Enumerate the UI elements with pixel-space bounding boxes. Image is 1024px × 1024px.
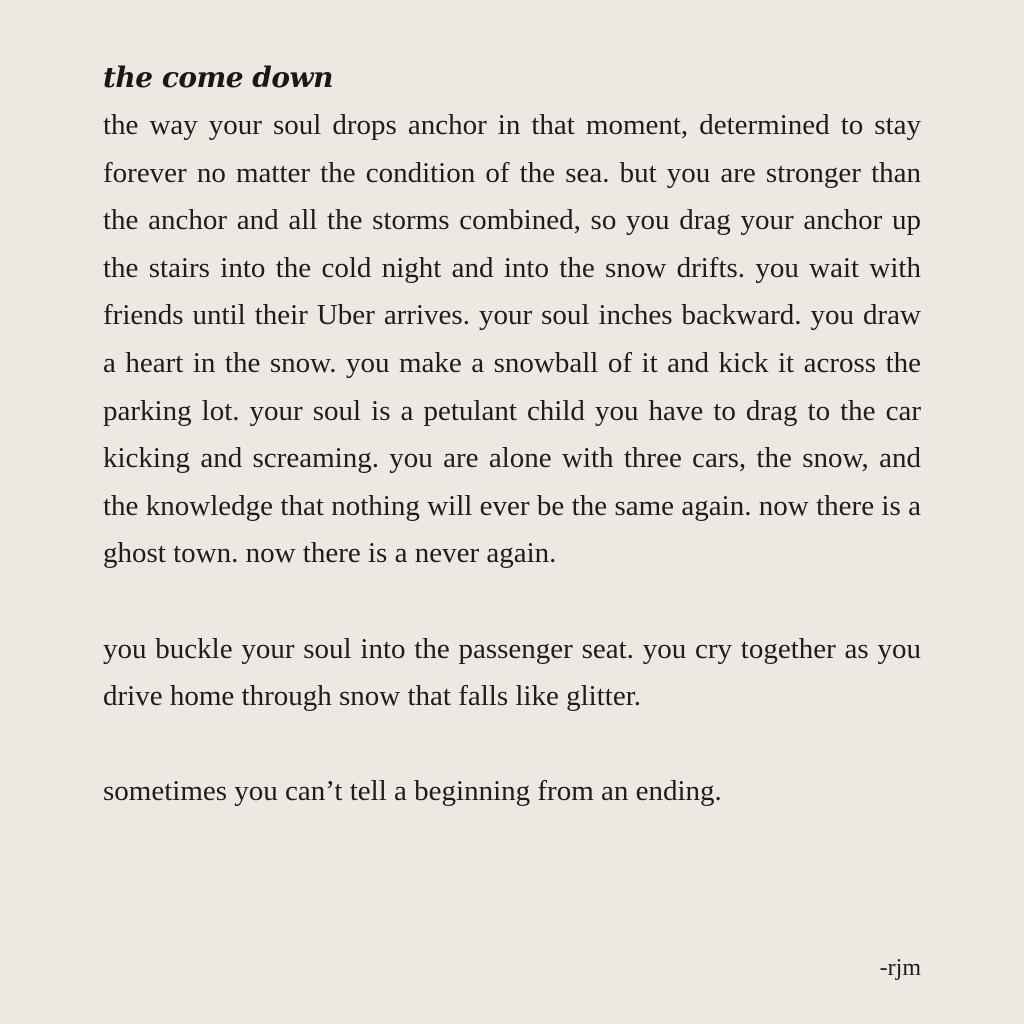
paragraph-gap (103, 578, 921, 626)
poem-paragraph-2: you buckle your soul into the passenger seat. you cry together as you drive home through snow that falls like glitter. (103, 632, 921, 713)
poem-paragraph-1: the way your soul drops anchor in that moment, determined to stay forever no matter the condition of the sea. but you are stronger than the anchor and all the storms combined, so you drag your anchor up the stairs into the cold night and into the snow drifts. you wait with friends until their Uber arrives. your soul inches backward. you draw a heart in the snow. you make a snowball of it and kick it across the parking lot. your soul is a petulant child you have to drag to the car kicking and screaming. you are alone with three cars, the snow, and the knowledge that nothing will ever be the same again. now there is a ghost town. now there is a never again. (103, 109, 921, 570)
poem-paragraph-3: sometimes you can’t tell a beginning from an ending. (103, 775, 722, 808)
poem-body (103, 102, 921, 816)
poem-title: the come down (103, 61, 333, 94)
author-signature: -rjm (879, 955, 921, 981)
paragraph-gap (103, 721, 921, 769)
